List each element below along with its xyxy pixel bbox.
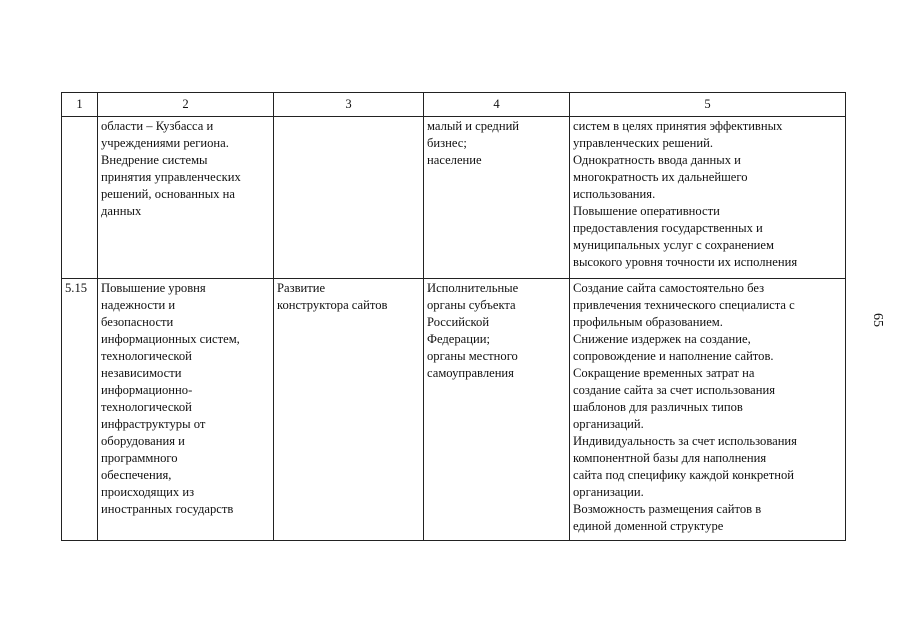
row-number-cell [62, 117, 98, 279]
table-header-row [62, 93, 846, 117]
goal-cell: области – Кузбасса и учреждениями региона. Внедрение системы принятия управленческих решений, основанных на данных [98, 117, 274, 279]
column-header: 2 [98, 93, 274, 117]
effect-cell: систем в целях принятия эффективных управленческих решений. Однократность ввода данных и многократность их дальнейшего использования. Повышение оперативности предоставления государственных и муниципальных услуг с сохранением высокого уровня точности их исполнения [570, 117, 846, 279]
measure-cell [274, 117, 424, 279]
column-header: 3 [274, 93, 424, 117]
row-number-cell: 5.15 [62, 279, 98, 541]
beneficiary-cell: малый и средний бизнес; население [424, 117, 570, 279]
goal-cell: Повышение уровня надежности и безопасности информационных систем, технологической независимости информационно- технологической инфраструктуры от оборудования и программного обеспечения, происходящих из иностранных государств [98, 279, 274, 541]
column-header: 5 [570, 93, 846, 117]
measure-cell: Развитие конструктора сайтов [274, 279, 424, 541]
column-header: 4 [424, 93, 570, 117]
beneficiary-cell: Исполнительные органы субъекта Российской Федерации; органы местного самоуправления [424, 279, 570, 541]
page-number: 65 [870, 313, 885, 327]
column-header: 1 [62, 93, 98, 117]
table-row [62, 279, 846, 541]
effect-cell: Создание сайта самостоятельно без привлечения технического специалиста с профильным образованием. Снижение издержек на создание, сопровождение и наполнение сайтов. Сокращение временных затрат на создание сайта за счет использования шаблонов для различных типов организаций. Индивидуальность за счет использования компонентной базы для наполнения сайта под специфику каждой конкретной организации. Возможность размещения сайтов в единой доменной структуре [570, 279, 846, 541]
document-table [61, 92, 846, 541]
table-row [62, 117, 846, 279]
